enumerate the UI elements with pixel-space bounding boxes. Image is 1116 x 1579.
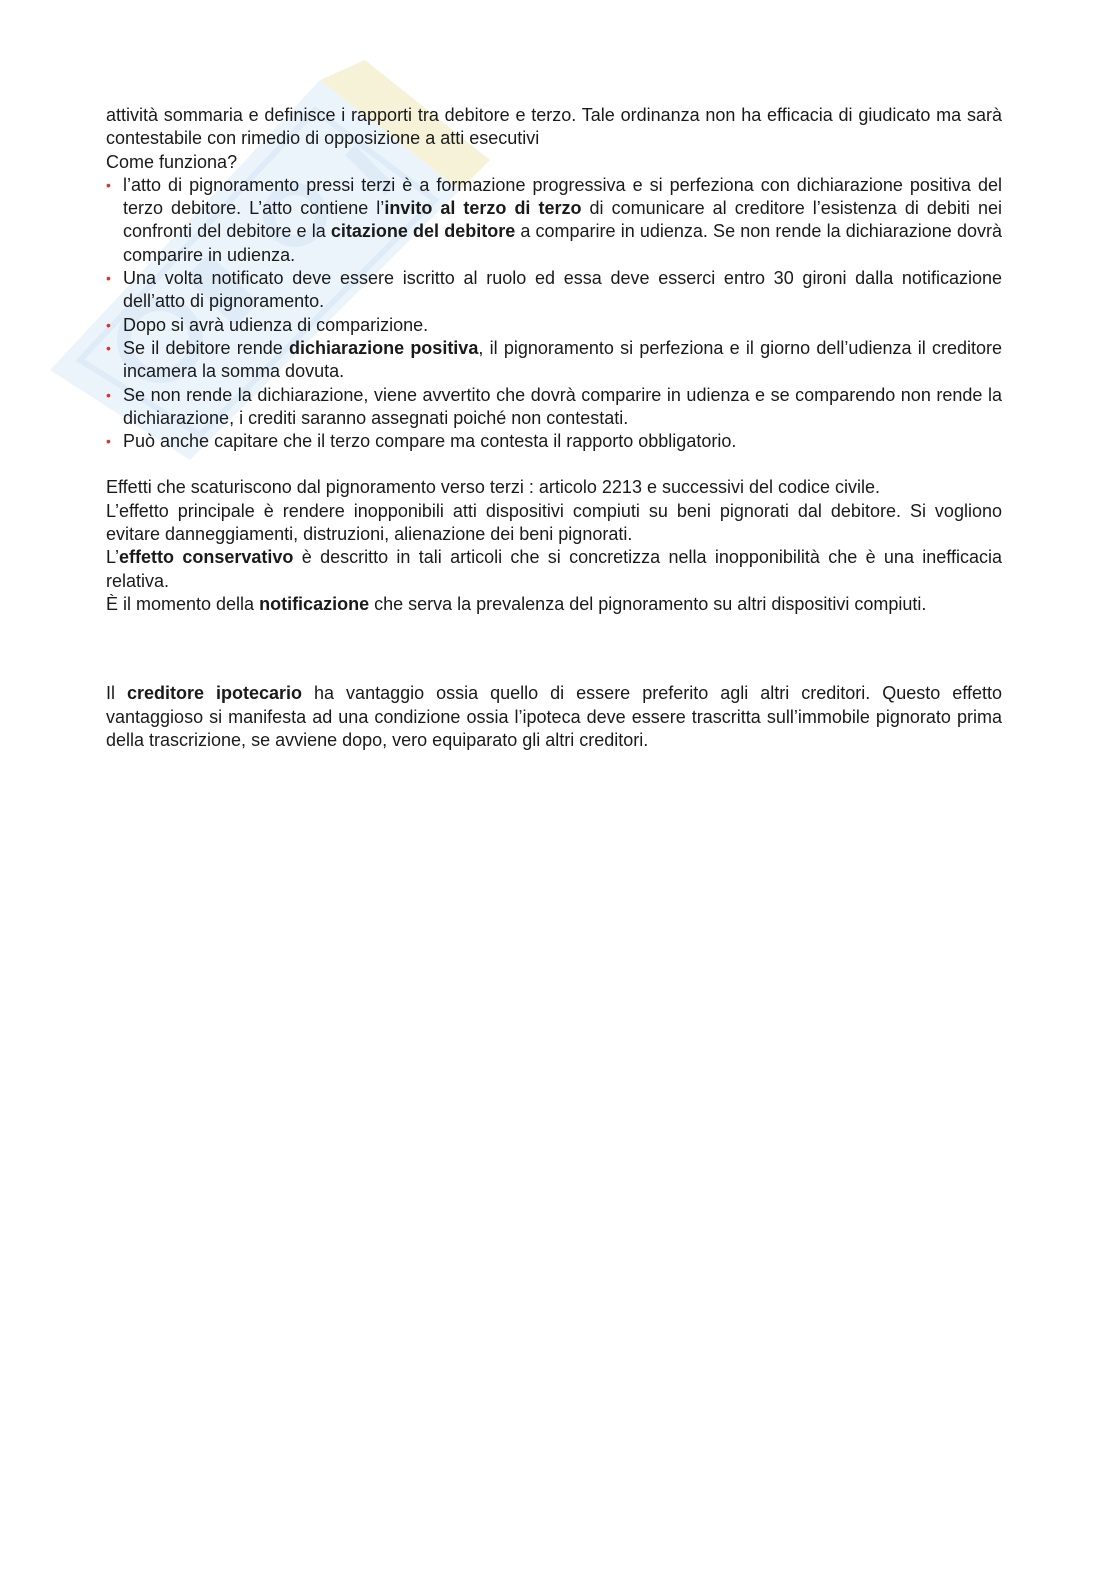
bullet-icon: • xyxy=(106,433,111,450)
creditor-text: Il xyxy=(106,683,127,704)
list-item xyxy=(106,430,1002,453)
effects-text: Effetti che scaturiscono dal pignoramento verso terzi : articolo 2213 e successivi del codice civile. xyxy=(106,477,881,498)
conservative-effect-paragraph xyxy=(106,546,1002,593)
list-item-text: di comunicare al creditore l’esistenza di debiti nei confronti del debitore e la xyxy=(123,198,1002,242)
document-body xyxy=(106,104,1002,752)
list-item-text: , il pignoramento si perfeziona e il giorno dell’udienza il creditore incamera la somma dovuta. xyxy=(123,337,1002,382)
list-item-text: l’atto di pignoramento pressi terzi è a formazione progressiva e si perfeziona con dichiarazione positiva del terzo debitore. L’atto contiene l’ xyxy=(123,174,1002,219)
list-item xyxy=(106,384,1002,431)
intro-paragraph xyxy=(106,104,1002,151)
list-item xyxy=(106,267,1002,314)
list-item xyxy=(106,314,1002,337)
list-item-text: Dopo si avrà udienza di comparizione. xyxy=(123,314,429,335)
question-text: Come funziona? xyxy=(106,151,238,172)
bold-term: citazione del debitore xyxy=(330,221,516,242)
list-item-text: Una volta notificato deve essere iscritto al ruolo ed essa deve esserci entro 30 gironi dalla notificazione dell’atto di pignoramento. xyxy=(123,268,1002,312)
effects-heading-line xyxy=(106,476,1002,499)
list-item xyxy=(106,174,1002,267)
bullet-icon: • xyxy=(106,316,111,333)
bullet-list xyxy=(106,174,1002,454)
effects-text: È il momento della xyxy=(106,593,260,614)
list-item xyxy=(106,337,1002,384)
bold-term: notificazione xyxy=(259,593,370,614)
notification-paragraph xyxy=(106,593,1002,616)
list-item-text: Se non rende la dichiarazione, viene avvertito che dovrà comparire in udienza e se comparendo non rende la dichiarazione, i crediti saranno assegnati poiché non contestati. xyxy=(123,384,1002,428)
bullet-icon: • xyxy=(106,270,111,287)
bold-term: dichiarazione positiva xyxy=(289,337,479,358)
list-item-text: Può anche capitare che il terzo compare ma contesta il rapporto obbligatorio. xyxy=(123,431,737,452)
bold-term: effetto conservativo xyxy=(119,547,294,568)
effects-text: L’ xyxy=(106,547,120,568)
effects-text: che serva la prevalenza del pignoramento su altri dispositivi compiuti. xyxy=(369,593,927,614)
question-line xyxy=(106,151,1002,174)
bold-term: invito al terzo di terzo xyxy=(384,198,582,219)
effects-paragraph xyxy=(106,500,1002,547)
bullet-icon: • xyxy=(106,386,111,403)
list-item-text: Se il debitore rende xyxy=(123,337,290,358)
bold-term: creditore ipotecario xyxy=(127,683,303,704)
list-item-text: a comparire in udienza. Se non rende la dichiarazione dovrà comparire in udienza. xyxy=(123,221,1002,265)
bullet-icon: • xyxy=(106,176,111,193)
bullet-icon: • xyxy=(106,339,111,356)
effects-text: L’effetto principale è rendere inopponibili atti dispositivi compiuti su beni pignorati dal debitore. Si vogliono evitare danneggiamenti, distruzioni, alienazione dei beni pignorati. xyxy=(106,500,1002,545)
intro-text: attività sommaria e definisce i rapporti tra debitore e terzo. Tale ordinanza non ha efficacia di giudicato ma sarà contestabile con rimedio di opposizione a atti esecutivi xyxy=(106,105,1002,149)
creditor-paragraph xyxy=(106,682,1002,752)
creditor-text: ha vantaggio ossia quello di essere preferito agli altri creditori. Questo effetto vantaggioso si manifesta ad una condizione ossia l’ipoteca deve essere trascritta sull’immobile pignorato prima della trascrizione, se avviene dopo, vero equiparato gli altri creditori. xyxy=(106,683,1002,750)
effects-text: è descritto in tali articoli che si concretizza nella inopponibilità che è una inefficacia relativa. xyxy=(106,547,1002,591)
